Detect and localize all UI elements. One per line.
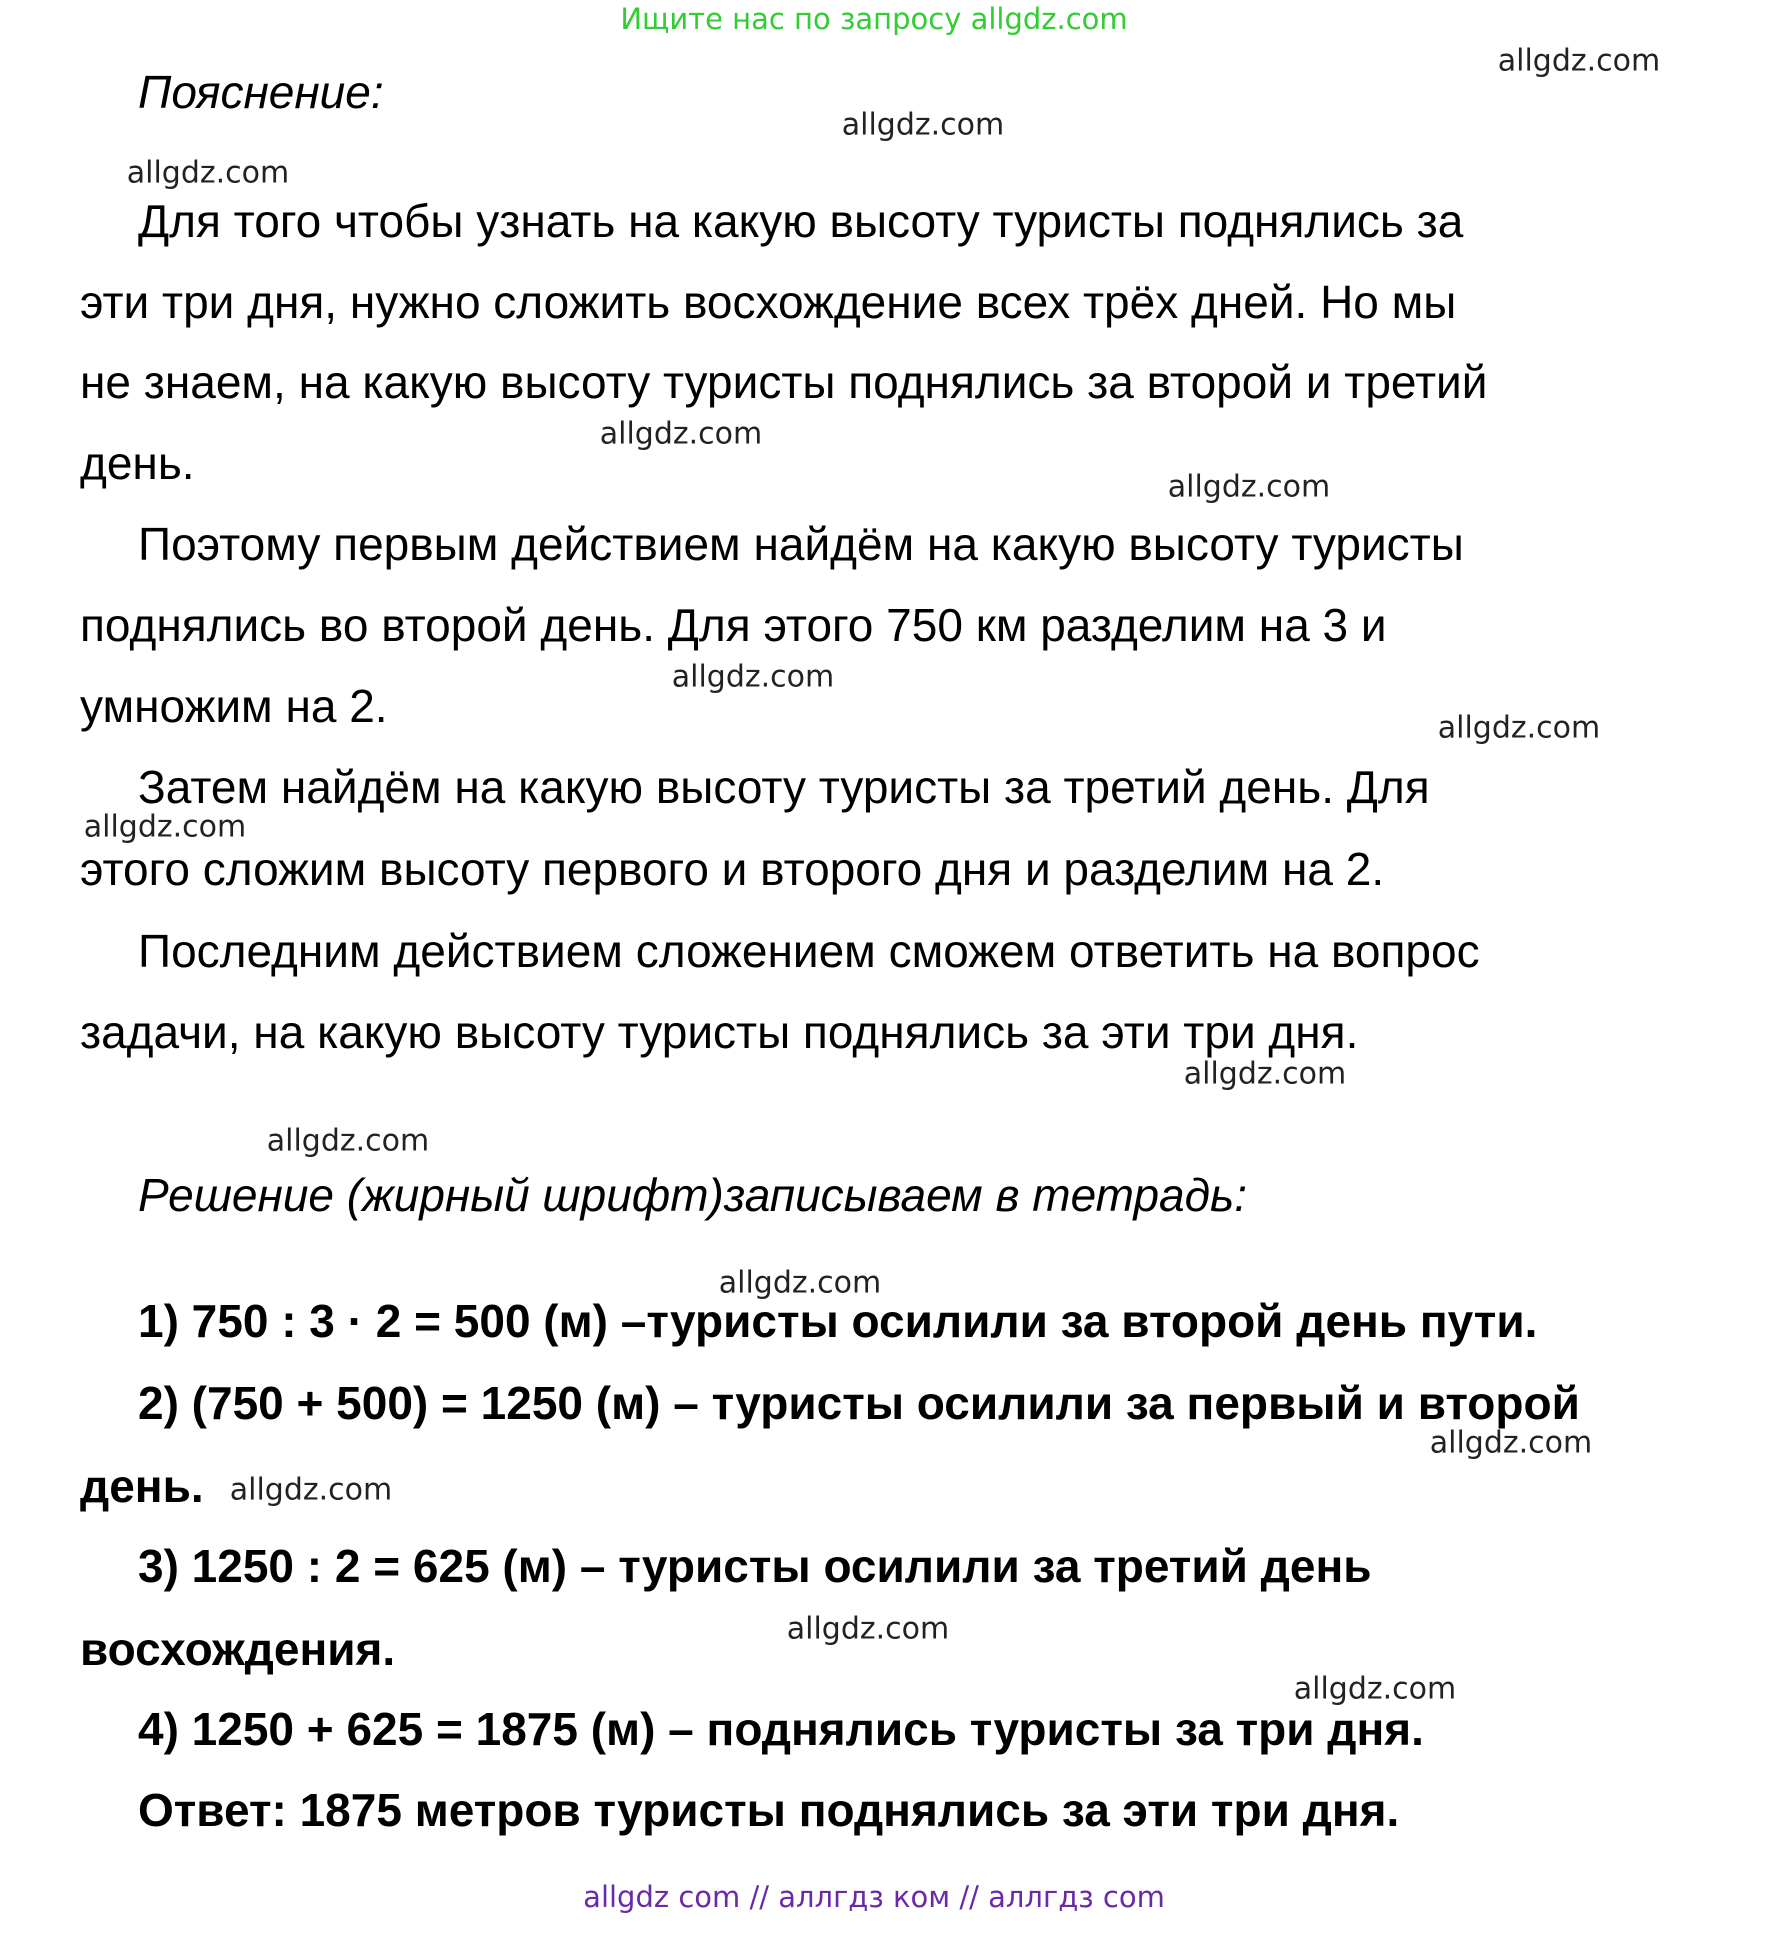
solution-answer: Ответ: 1875 метров туристы поднялись за эти три дня. (138, 1784, 1400, 1836)
watermark: allgdz.com (841, 107, 1005, 143)
watermark: allgdz.com (83, 809, 247, 845)
search-banner: Ищите нас по запросу allgdz.com (620, 2, 1128, 36)
explanation-line: Последним действием сложением сможем ответить на вопрос (138, 925, 1480, 977)
explanation-line: поднялись во второй день. Для этого 750 км разделим на 3 и (80, 599, 1387, 651)
explanation-heading: Пояснение: (138, 66, 384, 118)
explanation-line: день. (80, 437, 195, 489)
solution-step: день. (80, 1460, 204, 1512)
solution-step: 4) 1250 + 625 = 1875 (м) – поднялись туристы за три дня. (138, 1703, 1424, 1755)
explanation-line: не знаем, на какую высоту туристы поднялись за второй и третий (80, 356, 1488, 408)
watermark: allgdz.com (229, 1472, 393, 1508)
explanation-line: Поэтому первым действием найдём на какую высоту туристы (138, 518, 1464, 570)
solution-step: 3) 1250 : 2 = 625 (м) – туристы осилили за третий день (138, 1540, 1372, 1592)
watermark: allgdz.com (1437, 710, 1601, 746)
watermark: allgdz.com (1293, 1671, 1457, 1707)
explanation-line: умножим на 2. (80, 680, 388, 732)
watermark: allgdz.com (1497, 43, 1661, 79)
solution-heading: Решение (жирный шрифт)записываем в тетрадь: (138, 1169, 1248, 1221)
watermark: allgdz.com (126, 155, 290, 191)
watermark: allgdz.com (786, 1611, 950, 1647)
explanation-line: этого сложим высоту первого и второго дня и разделим на 2. (80, 843, 1385, 895)
explanation-line: Затем найдём на какую высоту туристы за третий день. Для (138, 761, 1430, 813)
watermark: allgdz.com (266, 1123, 430, 1159)
footer-watermark: allgdz com // аллгдз ком // аллгдз com (583, 1880, 1165, 1914)
solution-step: 1) 750 : 3 · 2 = 500 (м) –туристы осилили за второй день пути. (138, 1295, 1538, 1347)
watermark: allgdz.com (1429, 1425, 1593, 1461)
explanation-line: эти три дня, нужно сложить восхождение всех трёх дней. Но мы (80, 276, 1457, 328)
solution-step: восхождения. (80, 1623, 396, 1675)
explanation-line: задачи, на какую высоту туристы поднялись за эти три дня. (80, 1006, 1359, 1058)
explanation-line: Для того чтобы узнать на какую высоту туристы поднялись за (138, 195, 1464, 247)
watermark: allgdz.com (1183, 1056, 1347, 1092)
watermark: allgdz.com (599, 416, 763, 452)
watermark: allgdz.com (718, 1265, 882, 1301)
solution-step: 2) (750 + 500) = 1250 (м) – туристы осилили за первый и второй (138, 1377, 1580, 1429)
watermark: allgdz.com (1167, 469, 1331, 505)
watermark: allgdz.com (671, 659, 835, 695)
